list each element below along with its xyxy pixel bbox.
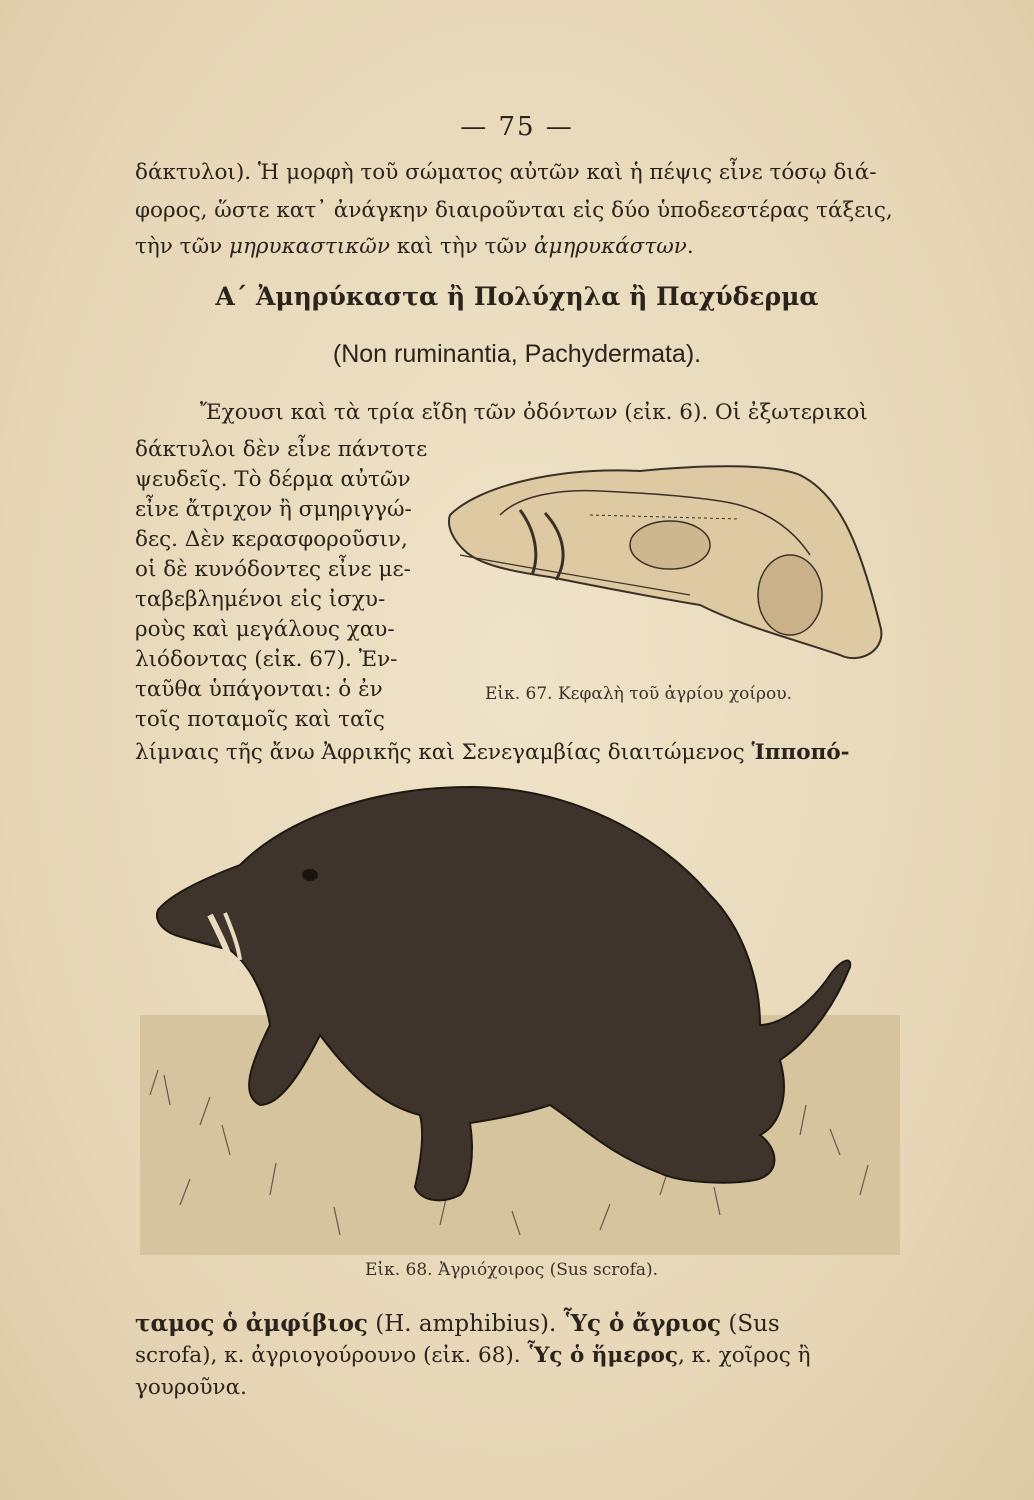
intro-line-2: φορος, ὥστε κατ᾽ ἀνάγκην διαιροῦνται εἰς δύο ὑποδεεστέρας τάξεις,: [135, 198, 893, 223]
intro-text: τὴν τῶν: [135, 234, 230, 259]
section-heading: Α΄ Ἀμηρύκαστα ἢ Πολύχηλα ἢ Παχύδερμα: [215, 282, 819, 311]
page-number: — 75 —: [460, 112, 574, 142]
closing-text: (Sus: [721, 1311, 780, 1337]
body-narrow-3: εἶνε ἄτριχον ἢ σμηριγγώ-: [135, 497, 412, 522]
body-narrow-10: τοῖς ποταμοῖς καὶ ταῖς: [135, 707, 385, 732]
term-ruminant: μηρυκαστικῶν: [229, 234, 390, 259]
figure-68-caption: Εἰκ. 68. Ἀγριόχοιρος (Sus scrofa).: [365, 1260, 659, 1280]
intro-text: καὶ τὴν τῶν: [389, 234, 534, 259]
body-narrow-7: ροὺς καὶ μεγάλους χαυ-: [135, 617, 395, 642]
intro-text: .: [686, 234, 694, 259]
body-text: λίμναις τῆς ἄνω Ἀφρικῆς καὶ Σενεγαμβίας διαιτώμενος: [135, 740, 752, 765]
term-hippopotamus: Ἱπποπό-: [751, 740, 850, 765]
intro-line-3: [135, 234, 694, 259]
term-sus-domestic: Ὗς ὁ ἥμερος: [527, 1343, 678, 1368]
term-sus-wild: Ὗς ὁ ἄγριος: [563, 1310, 722, 1337]
closing-line-2: [135, 1343, 810, 1368]
term-nonruminant: ἀμηρυκάστων: [533, 234, 687, 259]
body-narrow-6: ταβεβλημένοι εἰς ἰσχυ-: [135, 587, 386, 612]
closing-text: scrofa), κ. ἀγριογούρουνο (εἰκ. 68).: [135, 1343, 528, 1368]
boar-skull-illustration: [440, 455, 900, 680]
closing-text: (H. amphibius).: [367, 1311, 564, 1337]
term-hippo-amphibius: ταμος ὁ ἀμφίβιος: [135, 1310, 368, 1337]
body-narrow-4: δες. Δὲν κερασφοροῦσιν,: [135, 527, 408, 552]
body-narrow-9: ταῦθα ὑπάγονται: ὁ ἐν: [135, 677, 383, 702]
body-line-1: Ἔχουσι καὶ τὰ τρία εἴδη τῶν ὀδόντων (εἰκ. 6). Οἱ ἐξωτερικοὶ: [200, 400, 868, 425]
closing-text: , κ. χοῖρος ἢ: [677, 1343, 811, 1368]
body-narrow-8: λιόδοντας (εἰκ. 67). Ἐν-: [135, 647, 398, 672]
section-subheading: (Non ruminantia, Pachydermata).: [332, 340, 702, 368]
figure-67-caption: Εἰκ. 67. Κεφαλὴ τοῦ ἀγρίου χοίρου.: [485, 684, 793, 704]
wild-boar-illustration: [140, 775, 900, 1255]
body-narrow-1: δάκτυλοι δὲν εἶνε πάντοτε: [135, 437, 428, 462]
closing-line-1: [135, 1310, 780, 1337]
closing-line-3: γουροῦνα.: [135, 1375, 247, 1400]
intro-line-1: δάκτυλοι). Ἡ μορφὴ τοῦ σώματος αὐτῶν καὶ ἡ πέψις εἶνε τόσῳ διά-: [135, 160, 877, 185]
body-narrow-2: ψευδεῖς. Τὸ δέρμα αὐτῶν: [135, 467, 411, 492]
body-line-2: [135, 740, 850, 765]
body-narrow-5: οἱ δὲ κυνόδοντες εἶνε με-: [135, 557, 411, 582]
